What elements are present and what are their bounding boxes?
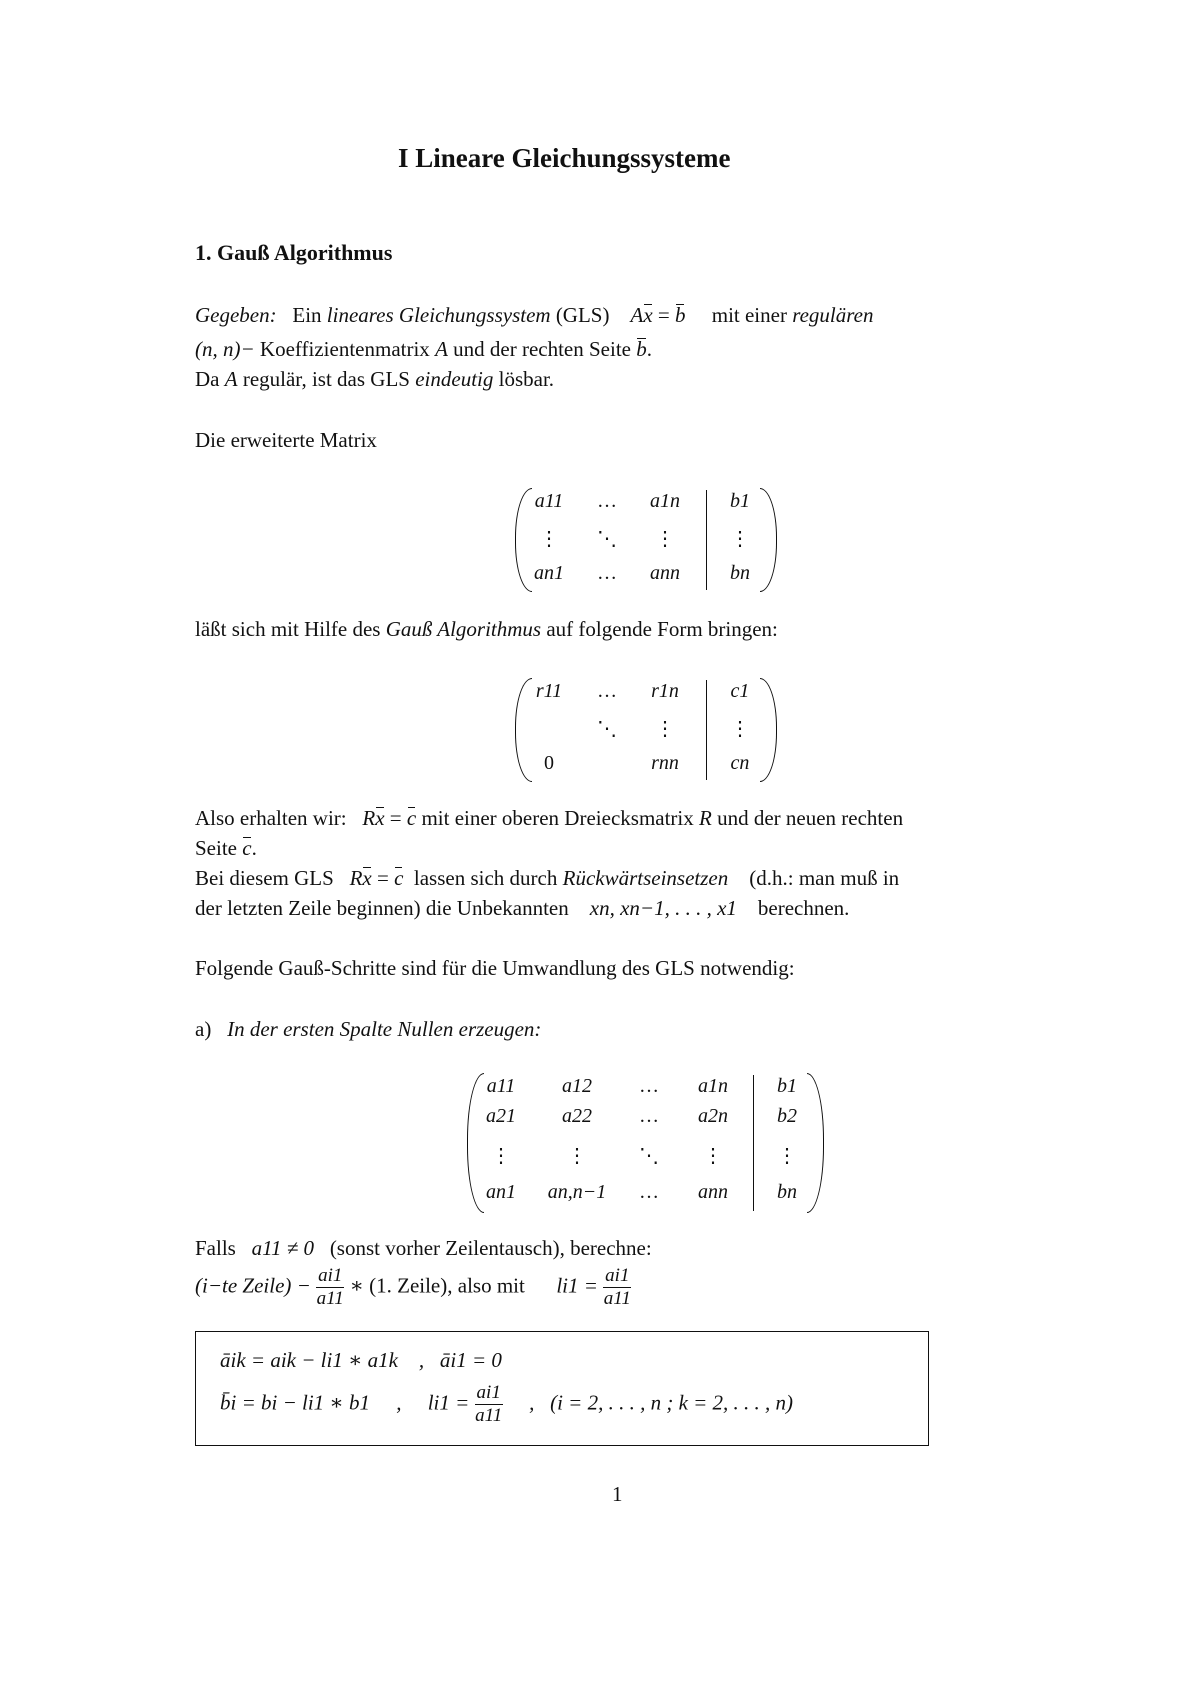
matrix-cell: an1	[486, 1181, 516, 1203]
steps-intro: Folgende Gauß-Schritte sind für die Umwandlung des GLS notwendig:	[195, 956, 795, 980]
formula-box	[195, 1331, 929, 1446]
gauss-line: läßt sich mit Hilfe des Gauß Algorithmus auf folgende Form bringen:	[195, 617, 778, 641]
matrix-cell: …	[639, 1105, 659, 1127]
section-heading: 1. Gauß Algorithmus	[195, 240, 393, 265]
regular-line: Da A regulär, ist das GLS eindeutig lösbar.	[195, 367, 555, 391]
matrix-cell: a2n	[698, 1105, 728, 1127]
matrix-cell: a21	[486, 1105, 516, 1127]
matrix-cell: r1n	[651, 680, 679, 702]
matrix-cell: rnn	[651, 752, 679, 774]
matrix-cell: a11	[486, 1075, 516, 1097]
matrix-cell: bn	[730, 562, 750, 584]
matrix-cell: b2	[777, 1105, 797, 1127]
matrix-cell: ann	[650, 562, 680, 584]
matrix-cell: an,n−1	[547, 1181, 607, 1203]
page-number: 1	[612, 1482, 623, 1506]
also-line-2: Seite c.	[195, 836, 257, 860]
matrix-cell: …	[597, 562, 617, 584]
backsub-line: Bei diesem GLS Rx = c lassen sich durch Rückwärtseinsetzen (d.h.: man muß in	[195, 866, 900, 890]
full-extended-matrix: a11 a12 … a1n b1 a21 a22 … a2n b2 ⋮ ⋮ ⋱ ⋮ ⋮ an1 an,n−1 … ann bn	[467, 1073, 824, 1213]
formula-line-1: āik = aik − li1 ∗ a1k , āi1 = 0	[220, 1348, 502, 1372]
matrix-cell: b1	[730, 490, 750, 512]
given-line: Gegeben: Ein lineares Gleichungssystem (GLS) Ax = b mit einer regulären	[195, 303, 874, 327]
row-operation-line: (i−te Zeile) − $\frac{ai1}{a11}$ ∗ (1. Zeile), also mit li1 = $\frac{ai1}{a11}$	[195, 1265, 631, 1309]
matrix-cell: r11	[535, 680, 563, 702]
extended-matrix: a11 … a1n b1 ⋮ ⋱ ⋮ ⋮ an1 … ann bn	[515, 488, 777, 592]
matrix-cell: a11	[534, 490, 564, 512]
matrix-cell: …	[639, 1075, 659, 1097]
matrix-cell: cn	[730, 752, 750, 774]
step-a: a) In der ersten Spalte Nullen erzeugen:	[195, 1017, 542, 1041]
page-title: I Lineare Gleichungssysteme	[398, 143, 731, 173]
extended-matrix-label: Die erweiterte Matrix	[195, 428, 377, 452]
triangular-matrix: r11 … r1n c1 ⋱ ⋮ ⋮ 0 rnn cn	[515, 678, 777, 782]
formula-line-2: b̄i = bi − li1 ∗ b1 , li1 = $\frac{ai1}{a11}$ , (i = 2, . . . , n ; k = 2, . . . , n)	[220, 1382, 794, 1426]
matrix-cell: b1	[777, 1075, 797, 1097]
matrix-description-line: (n, n)− Koeffizientenmatrix A und der rechten Seite b.	[195, 337, 652, 361]
falls-line: Falls a11 ≠ 0 (sonst vorher Zeilentausch), berechne:	[195, 1236, 652, 1260]
matrix-cell: …	[639, 1181, 659, 1203]
matrix-cell: …	[597, 680, 617, 702]
backsub-line-2: der letzten Zeile beginnen) die Unbekannten xn, xn−1, . . . , x1 berechnen.	[195, 896, 850, 920]
matrix-cell: a22	[562, 1105, 592, 1127]
also-line: Also erhalten wir: Rx = c mit einer oberen Dreiecksmatrix R und der neuen rechten	[195, 806, 904, 830]
matrix-cell: c1	[730, 680, 750, 702]
matrix-cell: an1	[534, 562, 564, 584]
matrix-cell: bn	[777, 1181, 797, 1203]
matrix-cell: a12	[562, 1075, 592, 1097]
matrix-cell: …	[597, 490, 617, 512]
matrix-cell: ann	[698, 1181, 728, 1203]
matrix-cell: 0	[544, 752, 554, 774]
matrix-cell: a1n	[650, 490, 680, 512]
matrix-cell: a1n	[698, 1075, 728, 1097]
